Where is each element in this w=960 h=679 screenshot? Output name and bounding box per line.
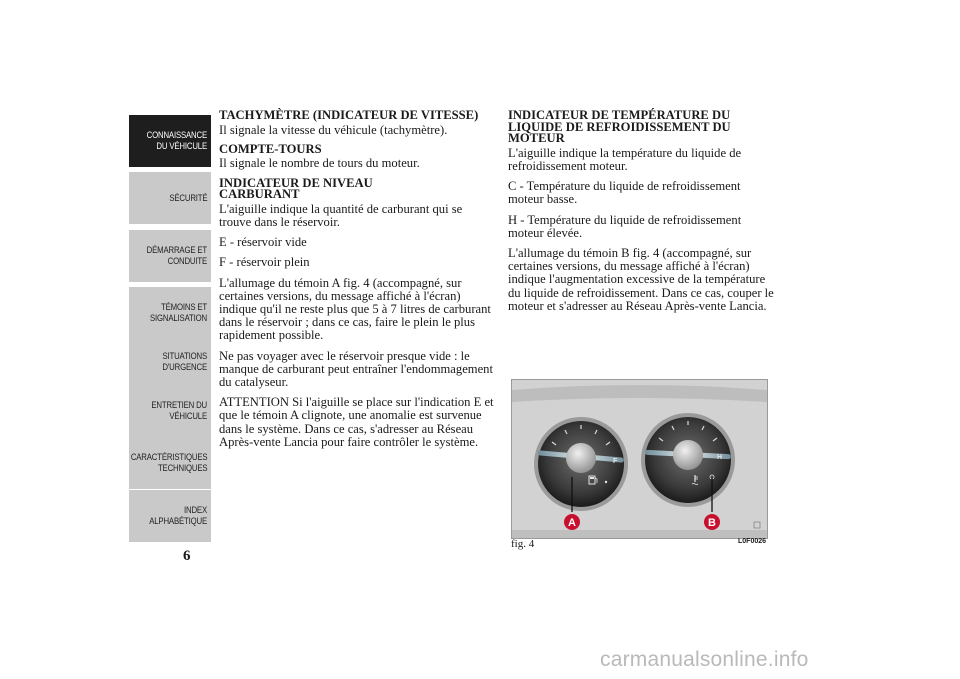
paragraph: L'allumage du témoin B fig. 4 (accompagné, sur certaines versions, du message affiché à l'écran) indique l'augmentation excessive de la température du liquide de refroidissement. Dans ce cas, couper le moteur et s'adresser au Réseau Après-vente Lancia. [508,246,774,313]
text-column-left [219,110,497,456]
tab-connaissance-du-vehicule[interactable]: CONNAISSANCE DU VÉHICULE [129,115,211,167]
tab-situations-urgence[interactable]: SITUATIONS D'URGENCE [129,336,211,388]
paragraph: C - Température du liquide de refroidissement moteur basse. [508,179,741,207]
marker-a-label: A [568,517,576,529]
paragraph: Ne pas voyager avec le réservoir presque vide : le manque de carburant peut entraîner l'endommagement du catalyseur. [219,348,493,390]
paragraph: F - réservoir plein [219,255,310,270]
gauge-cluster-illustration [512,380,767,538]
tab-securite[interactable]: SÉCURITÉ [129,172,211,224]
text-column-right [508,110,776,320]
paragraph: Il signale la vitesse du véhicule (tachymètre). [219,122,448,137]
marker-a [564,514,580,530]
tab-index-alphabetique[interactable]: INDEX ALPHABÉTIQUE [129,490,211,542]
paragraph-attention: ATTENTION Si l'aiguille se place sur l'indication E et que le témoin A clignote, une anomalie est survenue dans le système. Dans ce cas, s'adresser au Réseau Après-vente Lancia pour faire contrôler le système. [219,395,494,449]
tab-caracteristiques-techniques[interactable]: CARACTÉRISTIQUES TECHNIQUES [129,437,211,489]
paragraph: H - Température du liquide de refroidissement moteur élevée. [508,212,742,240]
section-title-niveau-carburant: INDICATEUR DE NIVEAU CARBURANT [219,175,373,202]
section-title-temperature: INDICATEUR DE TEMPÉRATURE DU LIQUIDE DE REFROIDISSEMENT DU MOTEUR [508,108,731,146]
section-title-tachymetre: TACHYMÈTRE (INDICATEUR DE VITESSE) [219,108,479,122]
fuel-full-label: F [613,458,618,465]
marker-b-label: B [708,517,716,529]
figure-caption: fig. 4 [511,538,535,550]
page-number: 6 [183,548,191,564]
fuel-gauge [534,417,628,511]
tab-entretien-du-vehicule[interactable]: ENTRETIEN DU VÉHICULE [129,385,211,437]
figure-code: L0F0026 [738,538,767,545]
paragraph: Il signale le nombre de tours du moteur. [219,156,420,171]
paragraph: L'allumage du témoin A fig. 4 (accompagné, sur certaines versions, du message affiché à l'écran) indique qu'il ne reste plus que 5 à 7 litres de carburant dans le réservoir ; dans ce cas, faire le plein le plus rapidement possible. [219,275,491,343]
figure-4-gauges [511,379,768,539]
temp-high-label: H [717,454,723,461]
section-title-compte-tours: COMPTE-TOURS [219,141,322,156]
watermark: carmanualsonline.info [600,648,809,671]
tab-temoins-et-signalisation[interactable]: TÉMOINS ET SIGNALISATION [129,287,211,339]
tab-demarrage-et-conduite[interactable]: DÉMARRAGE ET CONDUITE [129,230,211,282]
paragraph: L'aiguille indique la température du liquide de refroidissement moteur. [508,145,742,173]
marker-b [704,514,720,530]
paragraph: L'aiguille indique la quantité de carburant qui se trouve dans le réservoir. [219,201,463,229]
paragraph: E - réservoir vide [219,235,307,250]
temperature-gauge [641,413,735,507]
